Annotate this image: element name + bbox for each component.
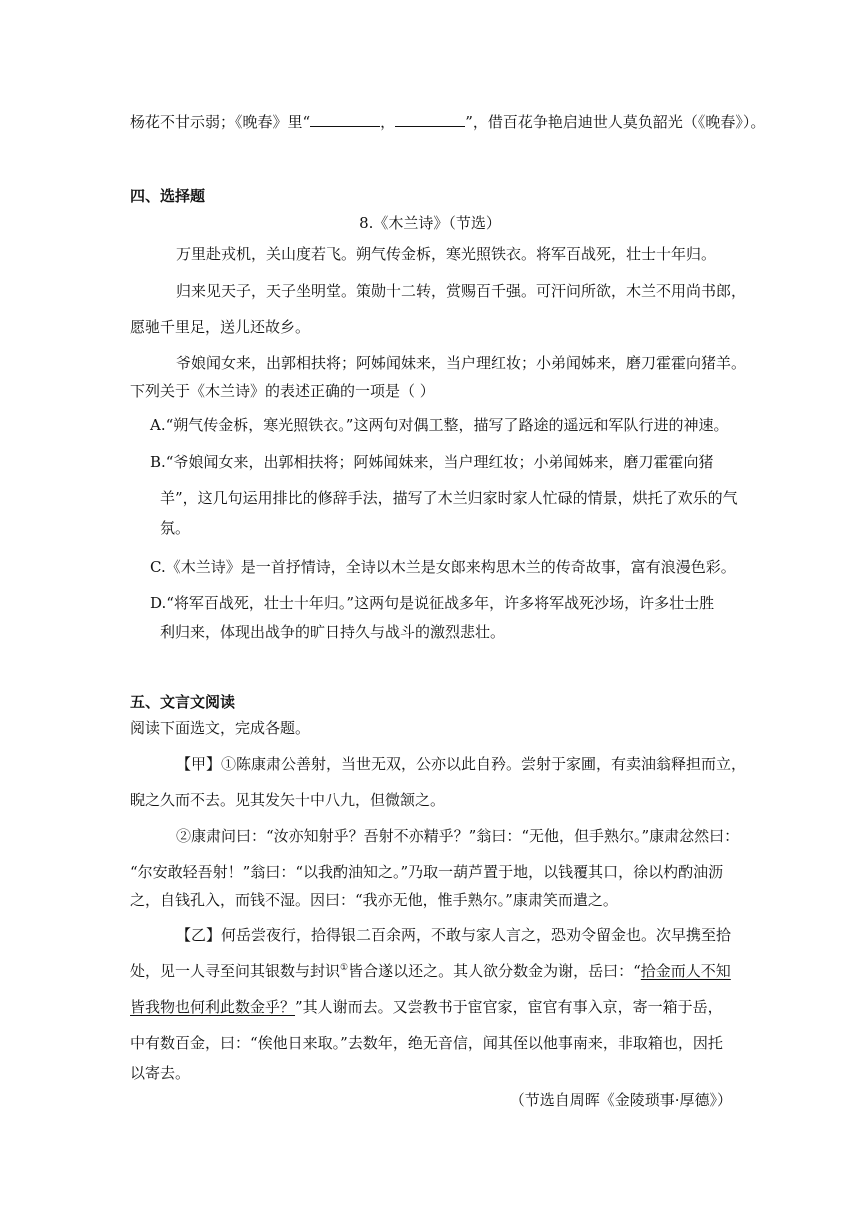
poem-paragraph-2b: 愿驰千里足，送儿还故乡。	[130, 318, 311, 336]
yi-text-c: ”其人谢而去。又尝教书于宦官家，宦官有事入京，寄一箱于岳，	[295, 998, 723, 1016]
passage-yi-line4: 中有数百金，曰：“俟他日来取。”去数年，绝无音信，闻其侄以他事南来，非取箱也，因托	[130, 1034, 723, 1052]
reading-instruction: 阅读下面选文，完成各题。	[130, 719, 311, 737]
question-title: 8.《木兰诗》（节选）	[359, 214, 501, 232]
passage-jia-line3: ②康肃问曰：“汝亦知射乎？吾射不亦精乎？”翁曰：“无他，但手熟尔。”康肃忿然曰：	[176, 827, 740, 845]
poem-fill-line	[130, 112, 765, 132]
source-citation: （节选自周晖《金陵琐事·厚德》）	[509, 1091, 732, 1109]
blank-separator: ，	[380, 113, 396, 131]
poem-paragraph-3: 爷娘闻女来，出郭相扶将；阿姊闻妹来，当户理红妆；小弟闻姊来，磨刀霍霍向猪羊。	[176, 354, 747, 372]
poem-paragraph-2a: 归来见天子，天子坐明堂。策勋十二转，赏赐百千强。可汗问所欲，木兰不用尚书郎，	[176, 282, 747, 300]
passage-yi-line2	[130, 961, 731, 981]
option-d-line2: 利归来，体现出战争的旷日持久与战斗的激烈悲壮。	[160, 623, 506, 641]
option-b-line3: 氛。	[160, 519, 191, 537]
yi-text-b: 皆合遂以还之。其人欲分数金为谢，岳曰：“	[348, 962, 641, 980]
answer-blank-1[interactable]	[310, 112, 380, 127]
option-c[interactable]: C.《木兰诗》是一首抒情诗，全诗以木兰是女郎来构思木兰的传奇故事，富有浪漫色彩。	[150, 558, 736, 576]
line-text-b: ”，借百花争艳启迪世人莫负韶光（《晚春》）。	[465, 113, 766, 131]
underlined-sentence-part2: 皆我物也何利此数金乎？	[130, 998, 296, 1016]
passage-yi-line3	[130, 997, 723, 1017]
passage-jia-line4: “尔安敢轻吾射！”翁曰：“以我酌油知之。”乃取一葫芦置于地，以钱覆其口，徐以杓酌油沥	[130, 863, 724, 881]
section-heading-choice: 四、选择题	[130, 187, 206, 205]
passage-jia-line5: 之，自钱孔入，而钱不湿。因曰：“我亦无他，惟手熟尔。”康肃笑而遣之。	[130, 891, 618, 909]
footnote-marker: ①	[340, 963, 349, 973]
yi-text-a: 处，见一人寻至问其银数与封识	[130, 962, 341, 980]
passage-yi-line1: 【乙】何岳尝夜行，拾得银二百余两，不敢与家人言之，恐劝令留金也。次早携至拾	[176, 926, 732, 944]
passage-yi-line5: 以寄去。	[130, 1064, 191, 1082]
poem-paragraph-1: 万里赴戎机，关山度若飞。朔气传金柝，寒光照铁衣。将军百战死，壮士十年归。	[176, 245, 717, 263]
option-b-line1[interactable]: B.“爷娘闻女来，出郭相扶将；阿姊闻妹来，当户理红妆；小弟闻姊来，磨刀霍霍向猪	[150, 453, 714, 471]
option-d-line1[interactable]: D.“将军百战死，壮士十年归。”这两句是说征战多年，许多将军战死沙场，许多壮士胜	[150, 594, 715, 612]
line-text-a: 杨花不甘示弱；《晚春》里“	[130, 113, 311, 131]
answer-blank-2[interactable]	[395, 112, 465, 127]
passage-jia-line2: 睨之久而不去。见其发矢十中八九，但微颔之。	[130, 791, 446, 809]
option-b-line2: 羊”，这几句运用排比的修辞手法，描写了木兰归家时家人忙碌的情景，烘托了欢乐的气	[160, 489, 738, 507]
passage-jia-line1: 【甲】①陈康肃公善射，当世无双，公亦以此自矜。尝射于家圃，有卖油翁释担而立，	[176, 755, 747, 773]
underlined-sentence-part1: 拾金而人不知	[640, 962, 731, 980]
section-heading-classical: 五、文言文阅读	[130, 693, 236, 711]
question-stem: 下列关于《木兰诗》的表述正确的一项是（ ）	[130, 382, 435, 400]
option-a[interactable]: A.“朔气传金柝，寒光照铁衣。”这两句对偶工整，描写了路途的遥远和军队行进的神速。	[150, 416, 729, 434]
